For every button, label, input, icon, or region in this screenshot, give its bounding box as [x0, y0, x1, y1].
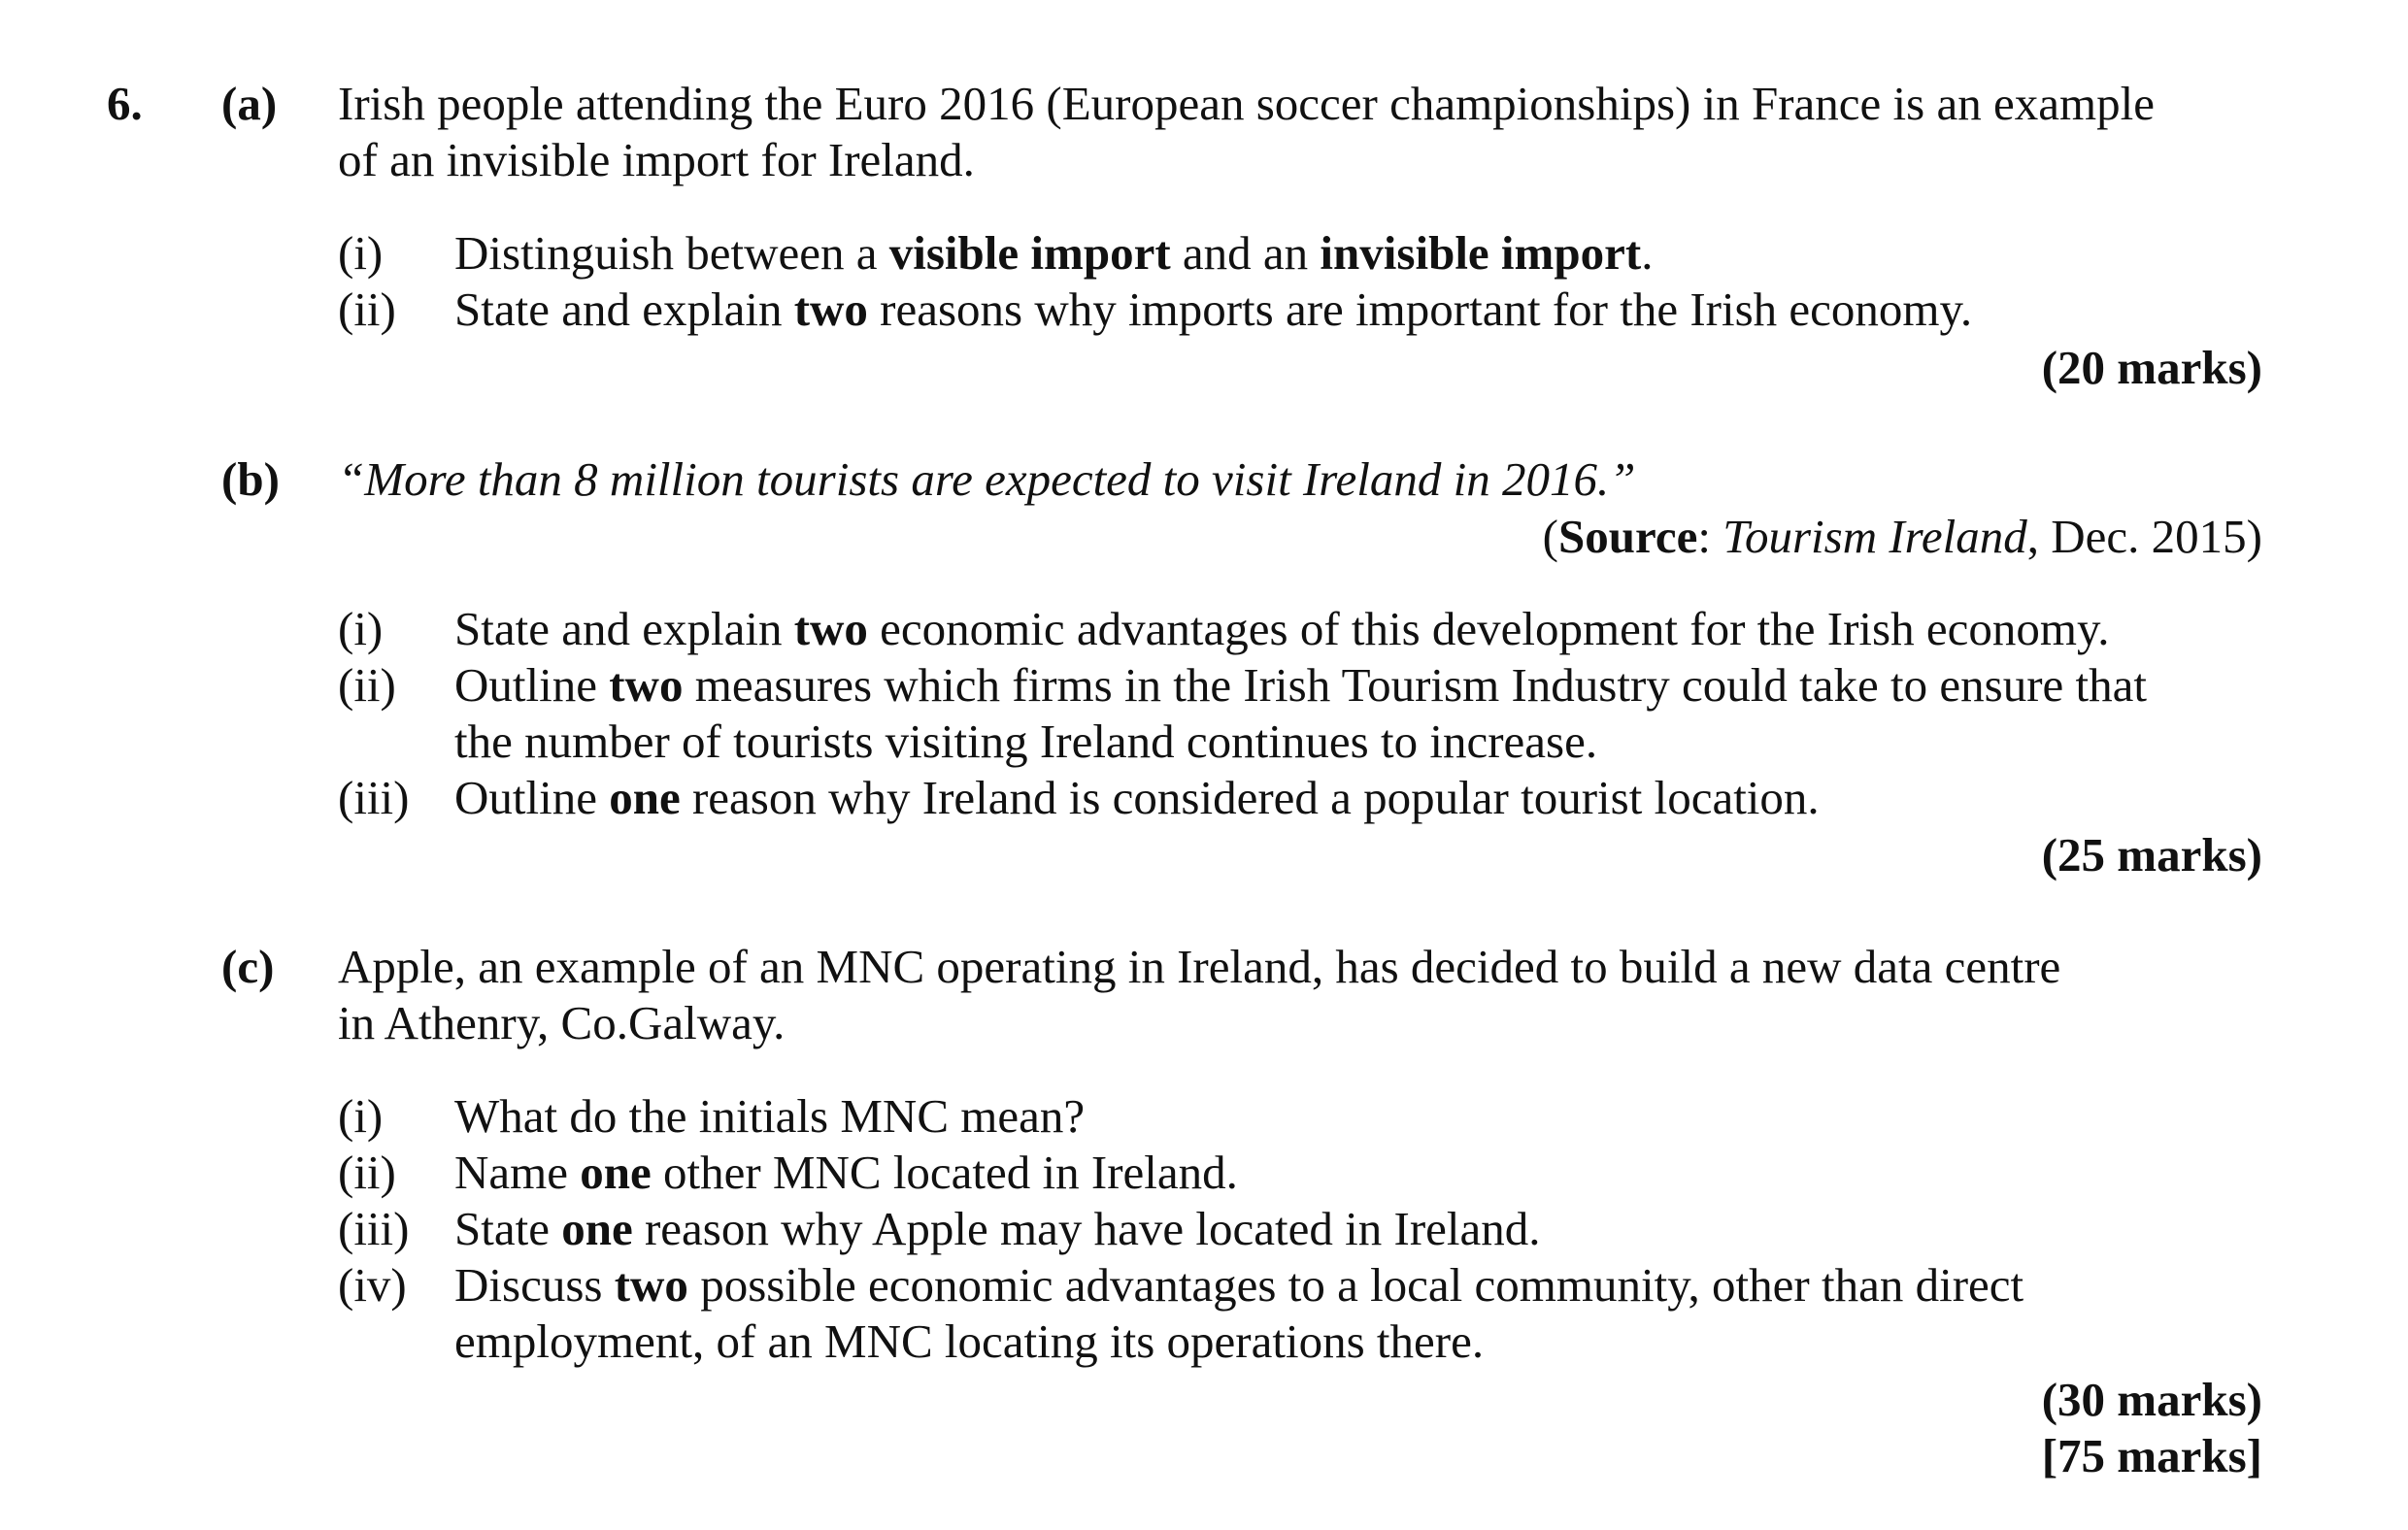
part-b-source: (Source: Tourism Ireland, Dec. 2015) [1542, 510, 2262, 563]
part-b-item-i-label: (i) [338, 602, 384, 655]
part-b-item-i-text: State and explain two economic advantages of this development for the Irish economy. [454, 602, 2110, 655]
part-c-intro-line-2: in Athenry, Co.Galway. [338, 996, 786, 1049]
part-c-item-i-label: (i) [338, 1089, 384, 1143]
part-c-item-i-text: What do the initials MNC mean? [454, 1089, 1086, 1143]
part-c-marks: (30 marks) [2041, 1373, 2262, 1426]
part-a-intro-line-1: Irish people attending the Euro 2016 (European soccer championships) in France is an example [338, 77, 2155, 130]
question-number: 6. [107, 77, 143, 130]
part-b-item-ii-text: Outline two measures which firms in the Irish Tourism Industry could take to ensure that [454, 658, 2147, 712]
part-c-label: (c) [221, 940, 275, 993]
part-b-quote: “More than 8 million tourists are expected to visit Ireland in 2016.” [338, 452, 1636, 506]
part-c-item-iv-text-line-2: employment, of an MNC locating its operations there. [454, 1314, 1485, 1368]
part-a-intro-line-2: of an invisible import for Ireland. [338, 133, 975, 186]
part-a-item-i-text: Distinguish between a visible import and an invisible import. [454, 226, 1654, 280]
part-b-item-ii-text-line-2: the number of tourists visiting Ireland continues to increase. [454, 715, 1598, 768]
part-b-marks: (25 marks) [2041, 828, 2262, 881]
question-total-marks: [75 marks] [2041, 1429, 2262, 1482]
part-a-item-i-label: (i) [338, 226, 384, 280]
part-c-item-iv-text: Discuss two possible economic advantages to a local community, other than direct [454, 1258, 2024, 1312]
part-c-item-iii-label: (iii) [338, 1202, 410, 1255]
part-c-item-ii-text: Name one other MNC located in Ireland. [454, 1146, 1238, 1199]
part-a-item-ii-text: State and explain two reasons why imports are important for the Irish economy. [454, 283, 1973, 336]
part-b-item-ii-label: (ii) [338, 658, 396, 712]
part-a-marks: (20 marks) [2041, 341, 2262, 394]
part-c-item-iv-label: (iv) [338, 1258, 407, 1312]
part-b-item-iii-text: Outline one reason why Ireland is considered a popular tourist location. [454, 771, 1820, 824]
part-a-item-ii-label: (ii) [338, 283, 396, 336]
part-c-intro-line-1: Apple, an example of an MNC operating in Ireland, has decided to build a new data centre [338, 940, 2061, 993]
part-c-item-ii-label: (ii) [338, 1146, 396, 1199]
part-b-label: (b) [221, 452, 280, 506]
part-b-item-iii-label: (iii) [338, 771, 410, 824]
part-a-label: (a) [221, 77, 278, 130]
part-c-item-iii-text: State one reason why Apple may have located in Ireland. [454, 1202, 1541, 1255]
